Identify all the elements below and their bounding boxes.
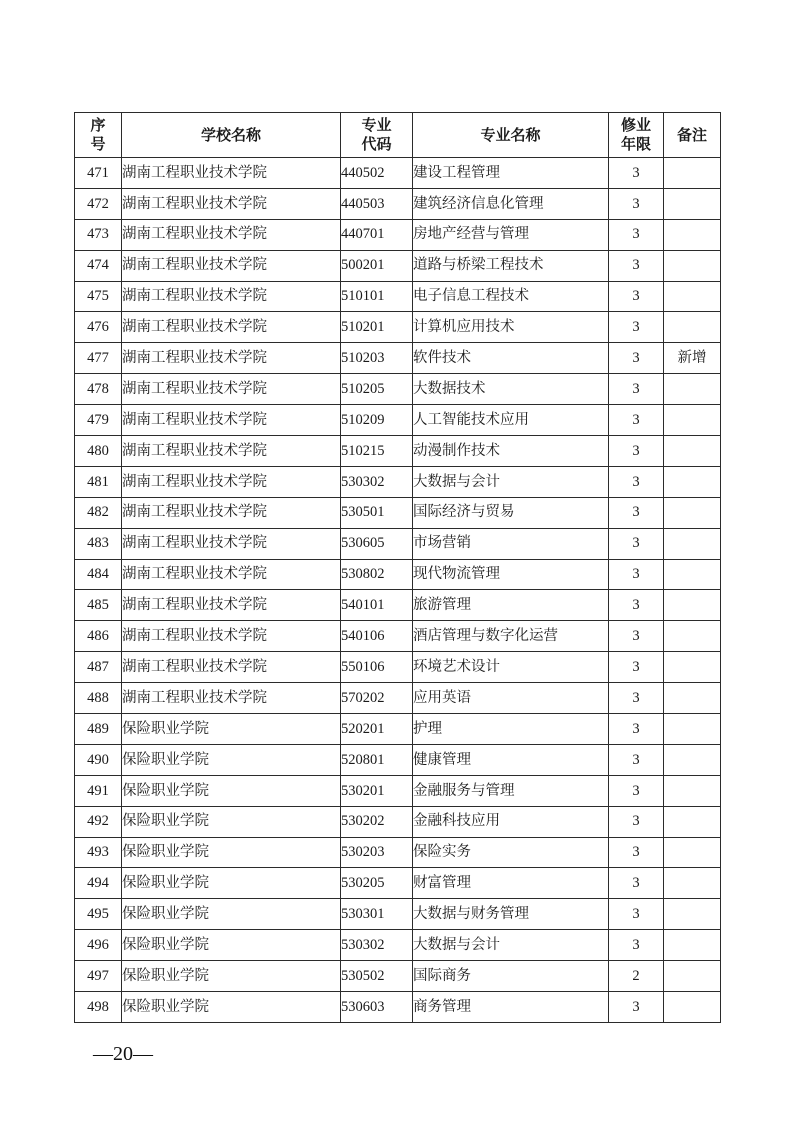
table-row xyxy=(75,405,721,436)
cell-major-code: 530203 xyxy=(341,837,413,868)
cell-major-code: 520801 xyxy=(341,744,413,775)
cell-school-name: 保险职业学院 xyxy=(122,775,341,806)
cell-index: 498 xyxy=(75,992,122,1023)
table-row xyxy=(75,806,721,837)
cell-study-years: 3 xyxy=(609,621,664,652)
cell-major-name: 商务管理 xyxy=(413,992,609,1023)
cell-index: 482 xyxy=(75,497,122,528)
header-index xyxy=(75,113,122,158)
table-row xyxy=(75,775,721,806)
cell-major-code: 440701 xyxy=(341,219,413,250)
cell-note xyxy=(664,497,721,528)
cell-school-name: 湖南工程职业技术学院 xyxy=(122,374,341,405)
cell-major-code: 530605 xyxy=(341,528,413,559)
table-row xyxy=(75,930,721,961)
cell-note xyxy=(664,652,721,683)
header-school: 学校名称 xyxy=(122,113,341,158)
table-row xyxy=(75,312,721,343)
cell-study-years: 3 xyxy=(609,559,664,590)
cell-study-years: 3 xyxy=(609,806,664,837)
cell-school-name: 湖南工程职业技术学院 xyxy=(122,343,341,374)
cell-index: 475 xyxy=(75,281,122,312)
cell-school-name: 保险职业学院 xyxy=(122,714,341,745)
header-note: 备注 xyxy=(664,113,721,158)
cell-major-code: 440503 xyxy=(341,188,413,219)
cell-major-name: 健康管理 xyxy=(413,744,609,775)
cell-school-name: 保险职业学院 xyxy=(122,837,341,868)
cell-major-name: 酒店管理与数字化运营 xyxy=(413,621,609,652)
cell-note xyxy=(664,961,721,992)
cell-index: 484 xyxy=(75,559,122,590)
cell-major-name: 软件技术 xyxy=(413,343,609,374)
cell-major-code: 520201 xyxy=(341,714,413,745)
table-row xyxy=(75,899,721,930)
cell-note xyxy=(664,837,721,868)
cell-school-name: 湖南工程职业技术学院 xyxy=(122,652,341,683)
cell-major-code: 510201 xyxy=(341,312,413,343)
cell-note xyxy=(664,158,721,189)
cell-major-code: 530201 xyxy=(341,775,413,806)
cell-school-name: 湖南工程职业技术学院 xyxy=(122,219,341,250)
cell-study-years: 3 xyxy=(609,930,664,961)
cell-study-years: 3 xyxy=(609,528,664,559)
cell-major-name: 道路与桥梁工程技术 xyxy=(413,250,609,281)
cell-study-years: 3 xyxy=(609,188,664,219)
cell-major-name: 人工智能技术应用 xyxy=(413,405,609,436)
table-header xyxy=(75,113,721,158)
cell-index: 491 xyxy=(75,775,122,806)
cell-major-name: 建设工程管理 xyxy=(413,158,609,189)
table-row xyxy=(75,590,721,621)
cell-major-code: 570202 xyxy=(341,683,413,714)
header-code-line1: 专业 xyxy=(361,116,392,134)
cell-school-name: 湖南工程职业技术学院 xyxy=(122,683,341,714)
cell-note xyxy=(664,775,721,806)
cell-study-years: 3 xyxy=(609,343,664,374)
table-row xyxy=(75,436,721,467)
header-years-line2: 年限 xyxy=(620,135,651,153)
cell-note xyxy=(664,250,721,281)
cell-major-name: 计算机应用技术 xyxy=(413,312,609,343)
table-row xyxy=(75,466,721,497)
table-row xyxy=(75,158,721,189)
cell-index: 488 xyxy=(75,683,122,714)
cell-school-name: 保险职业学院 xyxy=(122,961,341,992)
cell-note xyxy=(664,868,721,899)
cell-study-years: 3 xyxy=(609,250,664,281)
cell-study-years: 3 xyxy=(609,868,664,899)
cell-major-name: 环境艺术设计 xyxy=(413,652,609,683)
cell-school-name: 湖南工程职业技术学院 xyxy=(122,466,341,497)
cell-school-name: 湖南工程职业技术学院 xyxy=(122,497,341,528)
cell-index: 479 xyxy=(75,405,122,436)
cell-major-name: 护理 xyxy=(413,714,609,745)
cell-index: 476 xyxy=(75,312,122,343)
cell-index: 486 xyxy=(75,621,122,652)
cell-school-name: 湖南工程职业技术学院 xyxy=(122,528,341,559)
table-row xyxy=(75,497,721,528)
cell-note xyxy=(664,806,721,837)
header-index-line2: 号 xyxy=(90,135,106,153)
cell-study-years: 3 xyxy=(609,312,664,343)
cell-major-code: 510209 xyxy=(341,405,413,436)
header-code xyxy=(341,113,413,158)
cell-study-years: 3 xyxy=(609,436,664,467)
cell-major-name: 财富管理 xyxy=(413,868,609,899)
table-row xyxy=(75,621,721,652)
cell-note xyxy=(664,590,721,621)
cell-major-code: 510101 xyxy=(341,281,413,312)
cell-major-code: 530301 xyxy=(341,899,413,930)
cell-major-name: 金融服务与管理 xyxy=(413,775,609,806)
cell-major-code: 440502 xyxy=(341,158,413,189)
cell-school-name: 湖南工程职业技术学院 xyxy=(122,405,341,436)
cell-note xyxy=(664,621,721,652)
cell-major-name: 大数据技术 xyxy=(413,374,609,405)
cell-school-name: 保险职业学院 xyxy=(122,930,341,961)
cell-major-name: 电子信息工程技术 xyxy=(413,281,609,312)
table-body xyxy=(75,158,721,1023)
cell-note xyxy=(664,374,721,405)
cell-major-code: 530302 xyxy=(341,466,413,497)
cell-index: 478 xyxy=(75,374,122,405)
table-row xyxy=(75,992,721,1023)
cell-note xyxy=(664,992,721,1023)
table-row xyxy=(75,528,721,559)
cell-school-name: 湖南工程职业技术学院 xyxy=(122,590,341,621)
cell-study-years: 3 xyxy=(609,374,664,405)
cell-study-years: 3 xyxy=(609,837,664,868)
cell-school-name: 保险职业学院 xyxy=(122,992,341,1023)
cell-note xyxy=(664,714,721,745)
table-row xyxy=(75,837,721,868)
page-number: —20— xyxy=(93,1043,153,1065)
cell-study-years: 3 xyxy=(609,775,664,806)
cell-index: 497 xyxy=(75,961,122,992)
cell-study-years: 3 xyxy=(609,652,664,683)
table-row xyxy=(75,714,721,745)
cell-note xyxy=(664,559,721,590)
cell-major-code: 530502 xyxy=(341,961,413,992)
cell-major-name: 现代物流管理 xyxy=(413,559,609,590)
cell-major-name: 动漫制作技术 xyxy=(413,436,609,467)
cell-index: 487 xyxy=(75,652,122,683)
cell-note xyxy=(664,899,721,930)
cell-index: 494 xyxy=(75,868,122,899)
cell-note xyxy=(664,930,721,961)
cell-major-name: 应用英语 xyxy=(413,683,609,714)
cell-note xyxy=(664,188,721,219)
cell-major-name: 大数据与会计 xyxy=(413,466,609,497)
cell-index: 480 xyxy=(75,436,122,467)
cell-study-years: 3 xyxy=(609,992,664,1023)
cell-major-name: 市场营销 xyxy=(413,528,609,559)
cell-study-years: 3 xyxy=(609,158,664,189)
cell-index: 473 xyxy=(75,219,122,250)
cell-index: 489 xyxy=(75,714,122,745)
cell-index: 471 xyxy=(75,158,122,189)
cell-major-code: 530603 xyxy=(341,992,413,1023)
table-row xyxy=(75,374,721,405)
cell-major-code: 530501 xyxy=(341,497,413,528)
cell-index: 493 xyxy=(75,837,122,868)
header-index-line1: 序 xyxy=(90,116,106,134)
cell-study-years: 3 xyxy=(609,405,664,436)
header-major: 专业名称 xyxy=(413,113,609,158)
cell-note xyxy=(664,312,721,343)
cell-note xyxy=(664,405,721,436)
cell-study-years: 3 xyxy=(609,683,664,714)
cell-index: 496 xyxy=(75,930,122,961)
cell-study-years: 3 xyxy=(609,219,664,250)
cell-school-name: 湖南工程职业技术学院 xyxy=(122,312,341,343)
cell-major-name: 金融科技应用 xyxy=(413,806,609,837)
cell-school-name: 保险职业学院 xyxy=(122,868,341,899)
header-row xyxy=(75,113,721,158)
cell-note xyxy=(664,528,721,559)
header-years xyxy=(609,113,664,158)
cell-major-name: 国际商务 xyxy=(413,961,609,992)
cell-note xyxy=(664,744,721,775)
cell-study-years: 3 xyxy=(609,744,664,775)
cell-index: 485 xyxy=(75,590,122,621)
cell-note xyxy=(664,219,721,250)
cell-note: 新增 xyxy=(664,343,721,374)
cell-school-name: 湖南工程职业技术学院 xyxy=(122,436,341,467)
cell-study-years: 3 xyxy=(609,466,664,497)
cell-study-years: 3 xyxy=(609,899,664,930)
table-row xyxy=(75,744,721,775)
cell-major-code: 510205 xyxy=(341,374,413,405)
cell-index: 492 xyxy=(75,806,122,837)
cell-major-code: 530302 xyxy=(341,930,413,961)
cell-major-name: 大数据与会计 xyxy=(413,930,609,961)
major-listing-table xyxy=(74,112,721,1023)
cell-major-name: 建筑经济信息化管理 xyxy=(413,188,609,219)
cell-school-name: 湖南工程职业技术学院 xyxy=(122,621,341,652)
cell-school-name: 湖南工程职业技术学院 xyxy=(122,281,341,312)
cell-index: 474 xyxy=(75,250,122,281)
cell-note xyxy=(664,436,721,467)
cell-major-code: 550106 xyxy=(341,652,413,683)
cell-study-years: 3 xyxy=(609,281,664,312)
header-years-line1: 修业 xyxy=(620,116,651,134)
cell-index: 481 xyxy=(75,466,122,497)
header-code-line2: 代码 xyxy=(361,135,392,153)
cell-major-name: 房地产经营与管理 xyxy=(413,219,609,250)
cell-study-years: 3 xyxy=(609,714,664,745)
cell-school-name: 保险职业学院 xyxy=(122,806,341,837)
cell-note xyxy=(664,683,721,714)
cell-school-name: 湖南工程职业技术学院 xyxy=(122,188,341,219)
cell-index: 477 xyxy=(75,343,122,374)
cell-major-code: 530205 xyxy=(341,868,413,899)
cell-major-code: 510215 xyxy=(341,436,413,467)
cell-major-name: 国际经济与贸易 xyxy=(413,497,609,528)
cell-school-name: 湖南工程职业技术学院 xyxy=(122,158,341,189)
cell-study-years: 3 xyxy=(609,497,664,528)
table-row xyxy=(75,559,721,590)
cell-index: 490 xyxy=(75,744,122,775)
cell-major-name: 保险实务 xyxy=(413,837,609,868)
cell-school-name: 湖南工程职业技术学院 xyxy=(122,250,341,281)
table-row xyxy=(75,961,721,992)
cell-school-name: 保险职业学院 xyxy=(122,744,341,775)
table-row xyxy=(75,281,721,312)
cell-index: 472 xyxy=(75,188,122,219)
cell-note xyxy=(664,466,721,497)
cell-school-name: 保险职业学院 xyxy=(122,899,341,930)
table-row xyxy=(75,219,721,250)
table-row xyxy=(75,652,721,683)
table-row xyxy=(75,683,721,714)
cell-study-years: 2 xyxy=(609,961,664,992)
cell-major-code: 540101 xyxy=(341,590,413,621)
cell-major-name: 大数据与财务管理 xyxy=(413,899,609,930)
cell-index: 495 xyxy=(75,899,122,930)
cell-major-name: 旅游管理 xyxy=(413,590,609,621)
cell-major-code: 500201 xyxy=(341,250,413,281)
table-row xyxy=(75,188,721,219)
cell-major-code: 510203 xyxy=(341,343,413,374)
cell-school-name: 湖南工程职业技术学院 xyxy=(122,559,341,590)
table-row xyxy=(75,250,721,281)
cell-major-code: 530802 xyxy=(341,559,413,590)
cell-study-years: 3 xyxy=(609,590,664,621)
cell-index: 483 xyxy=(75,528,122,559)
cell-major-code: 540106 xyxy=(341,621,413,652)
cell-note xyxy=(664,281,721,312)
table-row xyxy=(75,343,721,374)
table-row xyxy=(75,868,721,899)
cell-major-code: 530202 xyxy=(341,806,413,837)
